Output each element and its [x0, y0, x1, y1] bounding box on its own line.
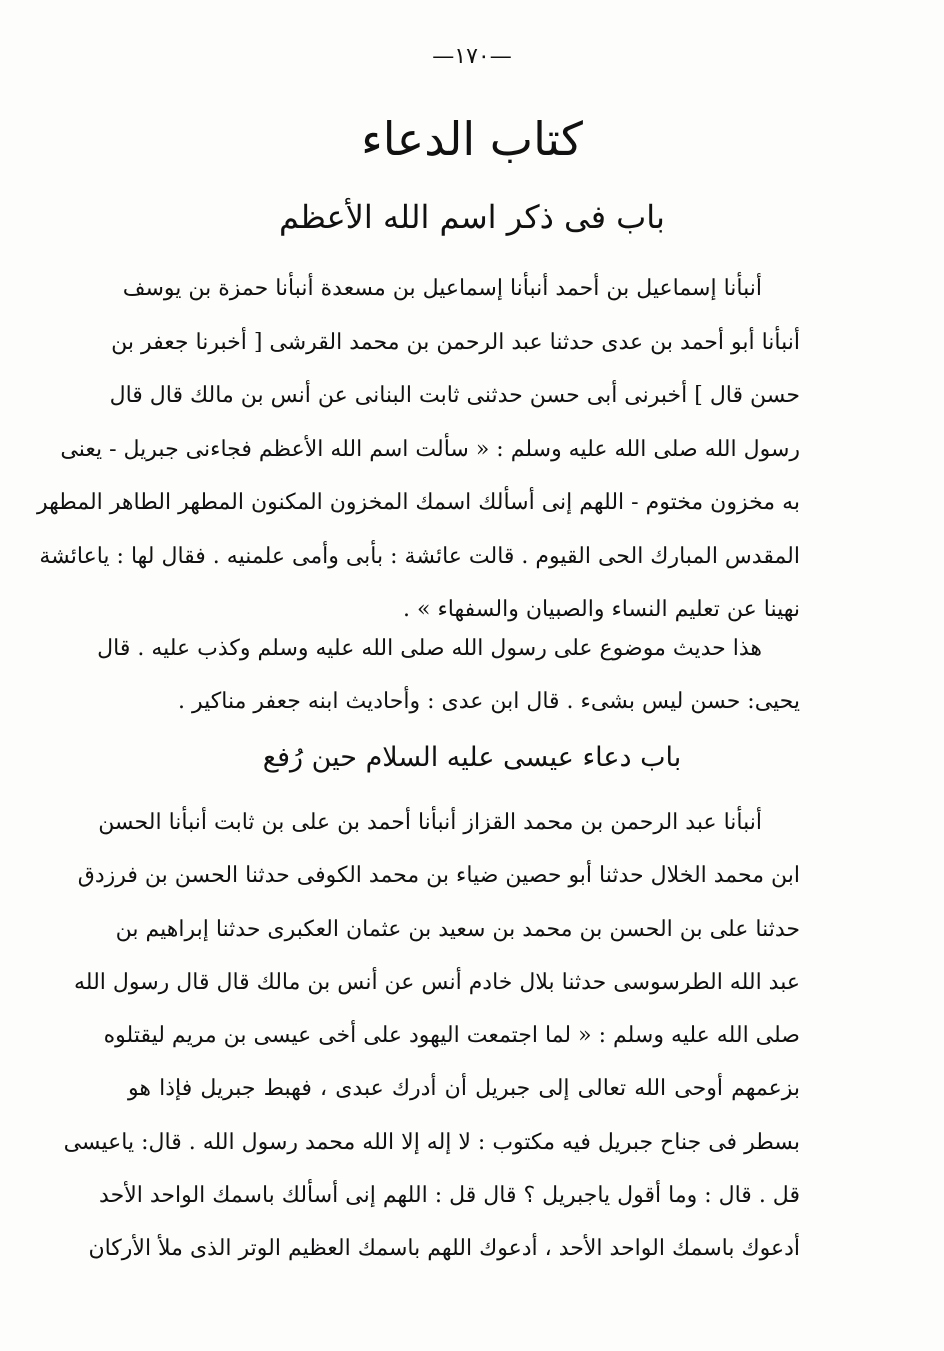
text-line: حسن قال ] أخبرنى أبى حسن حدثنى ثابت البنانى عن أنس بن مالك قال قال: [109, 383, 800, 408]
text-line: بزعمهم أوحى الله تعالى إلى جبريل أن أدرك عبدى ، فهبط جبريل فإذا هو: [128, 1076, 800, 1102]
text-line: عبد الله الطرسوسى حدثنا بلال خادم أنس عن أنس بن مالك قال قال رسول الله: [74, 969, 800, 995]
text-line: يحيى: حسن ليس بشىء . قال ابن عدى : وأحاديث ابنه جعفر مناكير .: [178, 689, 800, 714]
hadith-text: [36, 262, 800, 637]
text-line: نهينا عن تعليم النساء والصبيان والسفهاء » .: [403, 597, 800, 622]
text-line: ابن محمد الخلال حدثنا أبو حصين ضياء بن محمد الكوفى حدثنا الحسن بن فرزدق: [77, 863, 800, 889]
book-title: كتاب الدعاء: [361, 112, 583, 166]
text-line: به مخزون مختوم - اللهم إنى أسألك اسمك المخزون المكنون المطهر الطاهر المطهر: [36, 490, 800, 515]
text-line: أنبأنا عبد الرحمن بن محمد القزاز أنبأنا أحمد بن على بن ثابت أنبأنا الحسن: [98, 810, 762, 835]
text-line: رسول الله صلى الله عليه وسلم : « سألت اسم الله الأعظم فجاءنى جبريل - يعنى: [60, 436, 800, 462]
chapter-title: باب فى ذكر اسم الله الأعظم: [279, 198, 665, 236]
commentary-text: [97, 622, 800, 728]
text-line: بسطر فى جناح جبريل فيه مكتوب : لا إله إلا الله محمد رسول الله . قال: ياعيسى: [63, 1129, 800, 1155]
text-line: قل . قال : وما أقول ياجبريل ؟ قال قل : اللهم إنى أسألك باسمك الواحد الأحد: [99, 1183, 800, 1209]
hadith-text: [63, 796, 800, 1276]
chapter-title: باب دعاء عيسى عليه السلام حين رُفع: [262, 742, 682, 773]
text-line: المقدس المبارك الحى القيوم . قالت عائشة : بأبى وأمى علمنيه . فقال لها : ياعائشة: [39, 543, 800, 569]
text-line: أدعوك باسمك الواحد الأحد ، أدعوك اللهم باسمك العظيم الوتر الذى ملأ الأركان: [88, 1236, 800, 1262]
text-line: صلى الله عليه وسلم : « لما اجتمعت اليهود على أخى عيسى بن مريم ليقتلوه: [103, 1023, 800, 1049]
text-line: أنبأنا إسماعيل بن أحمد أنبأنا إسماعيل بن مسعدة أنبأنا حمزة بن يوسف: [122, 276, 762, 301]
text-line: أنبأنا أبو أحمد بن عدى حدثنا عبد الرحمن بن محمد القرشى [ أخبرنا جعفر بن: [111, 329, 800, 355]
text-line: هذا حديث موضوع على رسول الله صلى الله عليه وسلم وكذب عليه . قال: [97, 636, 762, 661]
text-line: حدثنا على بن الحسن بن محمد بن سعيد بن عثمان العكبرى حدثنا إبراهيم بن: [115, 916, 800, 942]
page-number: —١٧٠—: [432, 44, 512, 69]
